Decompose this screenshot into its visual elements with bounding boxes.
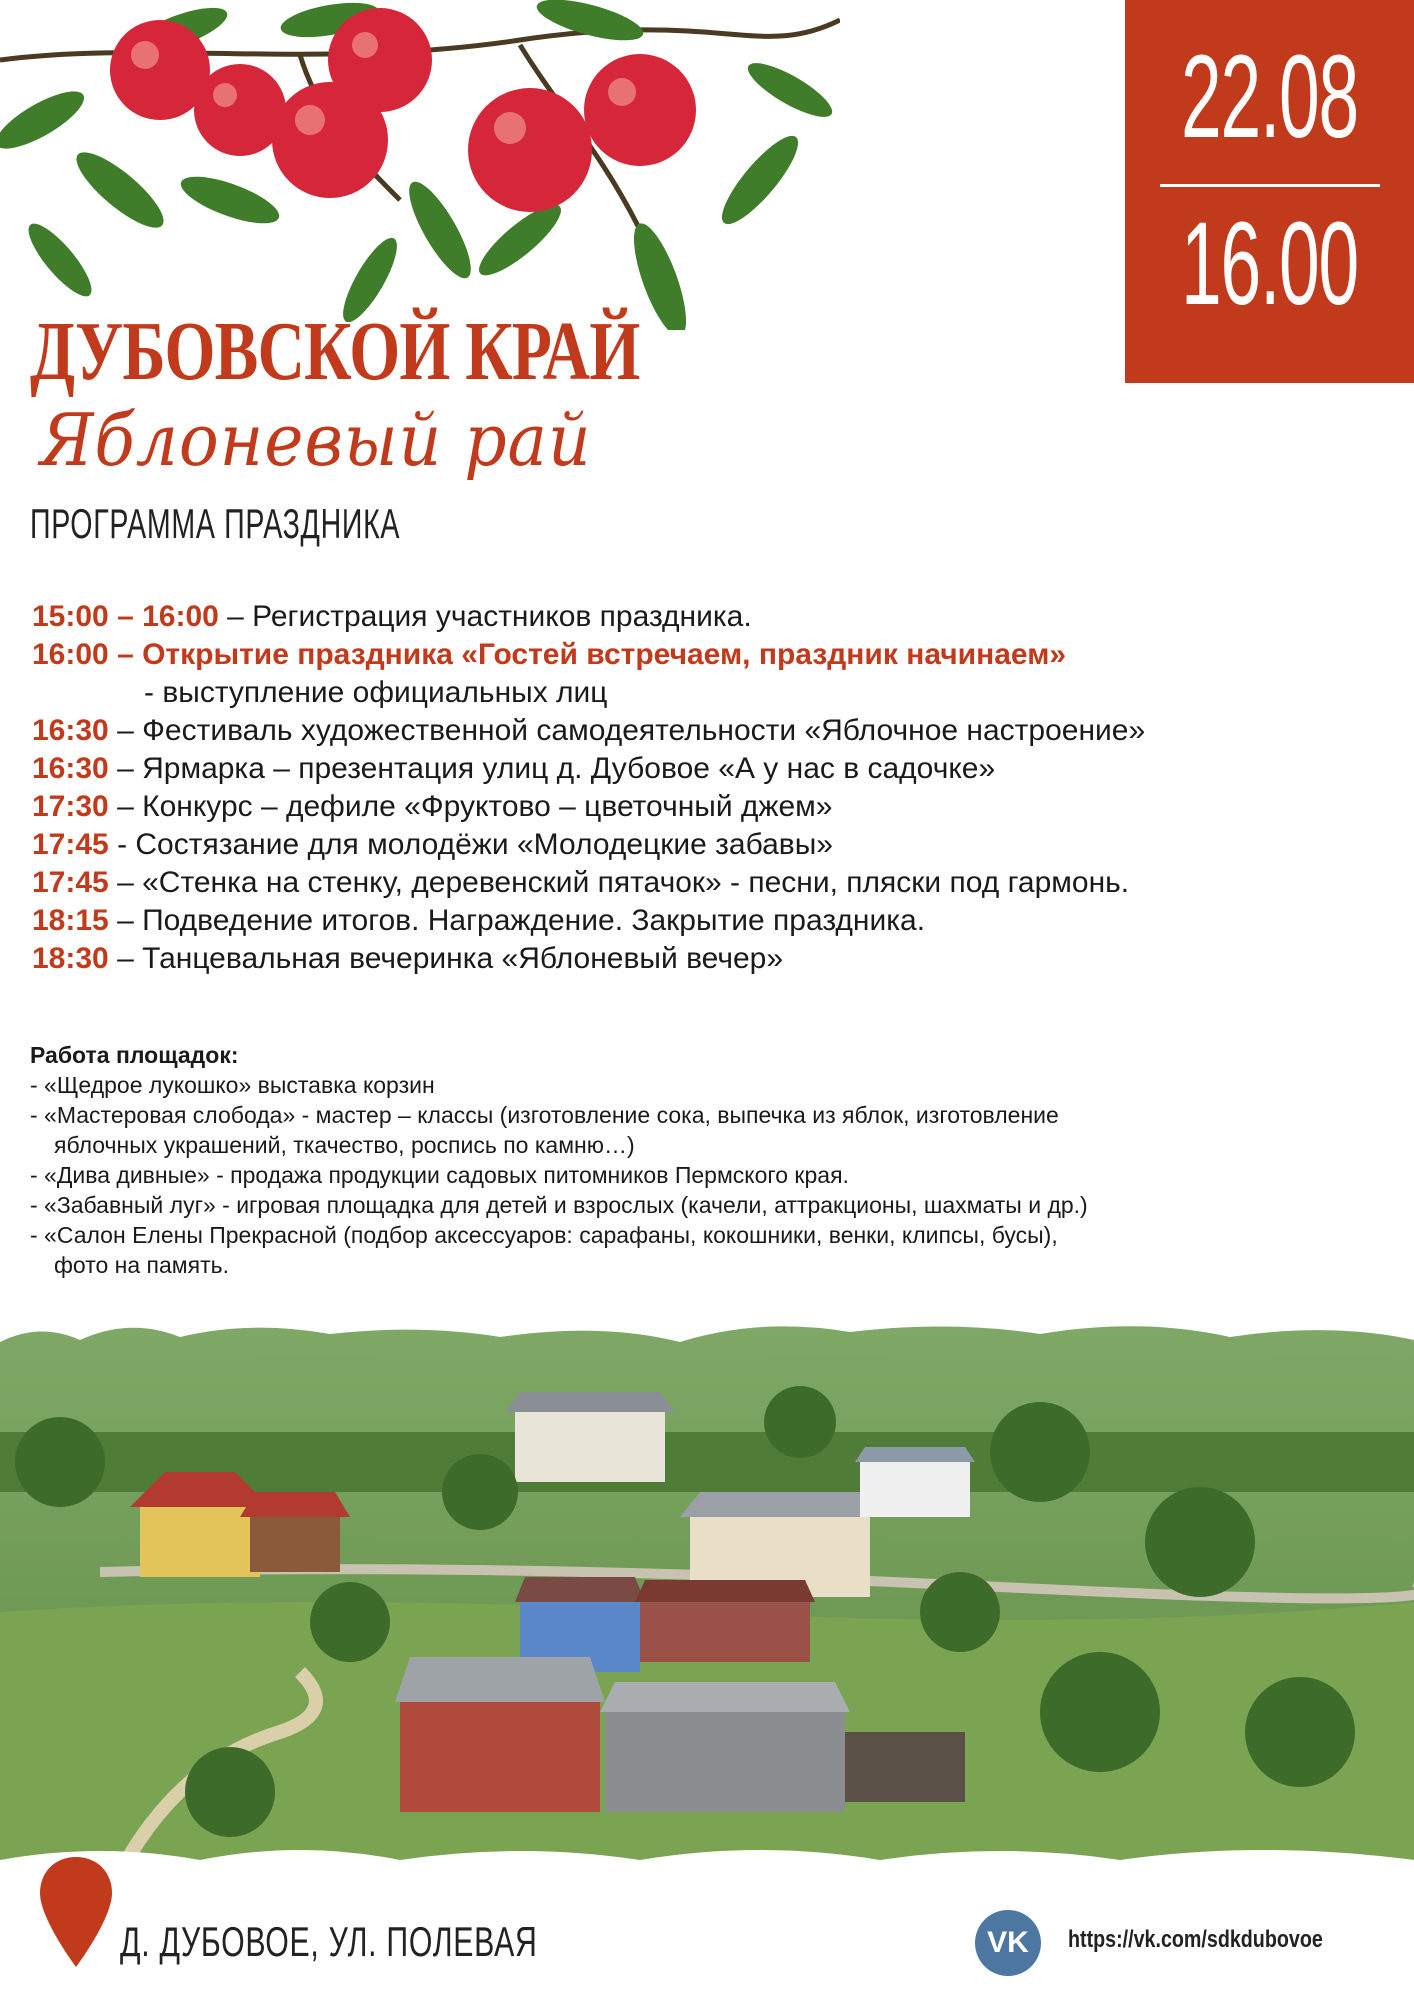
event-time: 16.00 bbox=[1181, 198, 1358, 330]
venue-line: - «Дива дивные» - продажа продукции садовых питомников Пермского края. bbox=[30, 1162, 849, 1188]
schedule-item: 17:45 - Состязание для молодёжи «Молодецкие забавы» bbox=[32, 828, 833, 861]
event-date: 22.08 bbox=[1181, 31, 1358, 163]
event-address: Д. ДУБОВОЕ, УЛ. ПОЛЕВАЯ bbox=[120, 1918, 538, 1965]
venue-line: - «Мастеровая слобода» - мастер – классы (изготовление сока, выпечка из яблок, изготовление bbox=[30, 1102, 1059, 1128]
program-heading: ПРОГРАММА ПРАЗДНИКА bbox=[30, 500, 401, 547]
location-pin-icon bbox=[40, 1857, 112, 1967]
date-time-box bbox=[1125, 0, 1414, 383]
schedule-item: 17:30 – Конкурс – дефиле «Фруктово – цветочный джем» bbox=[32, 790, 833, 823]
village-photo bbox=[0, 1312, 1414, 1880]
schedule-item: 18:30 – Танцевальная вечеринка «Яблоневый вечер» bbox=[32, 942, 784, 975]
vk-link[interactable]: https://vk.com/sdkdubovoe bbox=[1068, 1926, 1323, 1953]
schedule-item: 18:15 – Подведение итогов. Награждение. Закрытие праздника. bbox=[32, 904, 926, 937]
schedule-item: 15:00 – 16:00 – Регистрация участников праздника. bbox=[32, 600, 752, 633]
venue-line: - «Салон Елены Прекрасной (подбор аксессуаров: сарафаны, кокошники, венки, клипсы, бусы), bbox=[30, 1222, 1058, 1248]
venue-line: - «Щедрое лукошко» выставка корзин bbox=[30, 1072, 435, 1098]
venue-line: - «Забавный луг» - игровая площадка для детей и взрослых (качели, аттракционы, шахматы и др.) bbox=[30, 1192, 1088, 1218]
venues-title: Работа площадок: bbox=[30, 1042, 239, 1068]
apple-branch-illustration bbox=[0, 0, 840, 330]
schedule-item: 17:45 – «Стенка на стенку, деревенский пятачок» - песни, пляски под гармонь. bbox=[32, 866, 1130, 899]
venue-line-continued: яблочных украшений, ткачество, роспись по камню…) bbox=[54, 1132, 635, 1158]
schedule-item: 16:30 – Фестиваль художественной самодеятельности «Яблочное настроение» bbox=[32, 714, 1146, 747]
date-divider bbox=[1160, 184, 1380, 187]
schedule-item: 16:30 – Ярмарка – презентация улиц д. Дубовое «А у нас в садочке» bbox=[32, 752, 996, 785]
schedule-item-highlight: 16:00 – Открытие праздника «Гостей встречаем, праздник начинаем» bbox=[32, 638, 1067, 671]
venues-section bbox=[30, 1040, 1400, 1280]
venue-line-continued: фото на память. bbox=[54, 1252, 229, 1278]
event-subtitle: Яблоневый рай bbox=[40, 398, 592, 482]
vk-icon: VK bbox=[975, 1910, 1041, 1976]
schedule-item-detail: - выступление официальных лиц bbox=[144, 676, 608, 709]
event-title: ДУБОВСКОЙ КРАЙ bbox=[30, 305, 640, 398]
schedule-list bbox=[32, 598, 1392, 978]
